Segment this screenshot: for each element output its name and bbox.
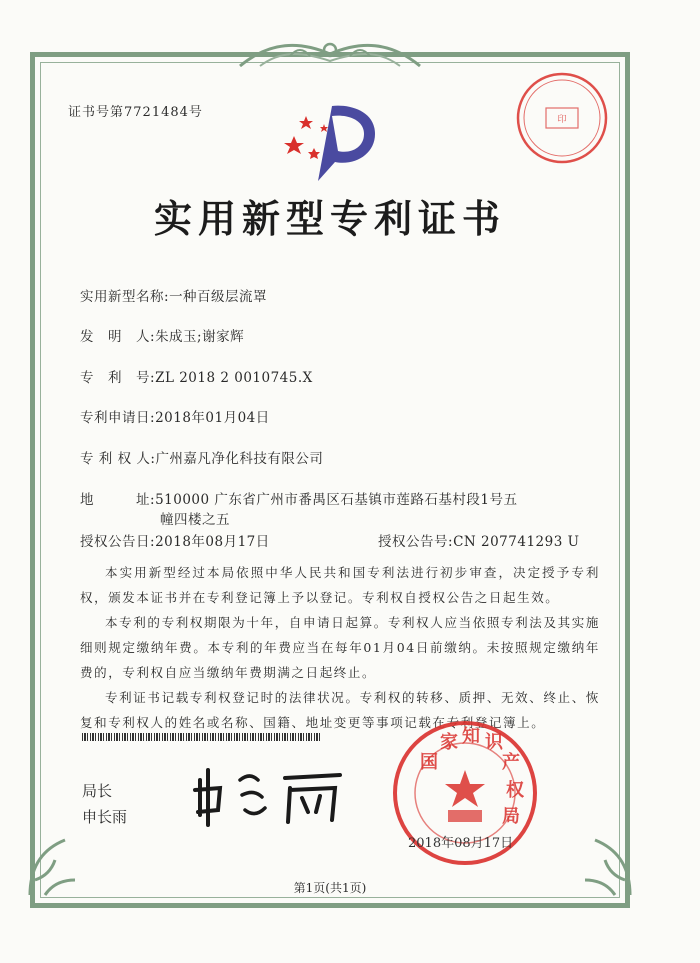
field-value: 2018年01月04日 [155, 410, 270, 426]
field-utility-model-name [80, 285, 267, 305]
svg-text:权: 权 [506, 780, 524, 801]
top-ornament-icon [230, 36, 430, 76]
field-label: 专 利 号: [80, 370, 156, 386]
field-grant-number [378, 530, 579, 550]
field-address [80, 488, 517, 508]
field-grant-date [80, 530, 270, 550]
field-value: 510000 广东省广州市番禺区石基镇市莲路石基村段1号五 [155, 492, 518, 508]
certificate-title: 实用新型专利证书 [153, 196, 506, 241]
signatory-name: 申长雨 [82, 808, 128, 826]
paragraph-term-statement: 本专利的专利权期限为十年，自申请日起算。专利权人应当依照专利法及其实施细则规定缴纳年费。本专利的年费应当在每年01月04日前缴纳。未按照规定缴纳年费的，专利权自应当缴纳年费期满之日起终止。 [80, 615, 600, 680]
agency-seal-icon [514, 70, 610, 166]
patent-office-logo-icon [280, 96, 390, 186]
field-value: 2018年08月17日 [155, 534, 270, 550]
field-value: 朱成玉;谢家辉 [155, 329, 245, 345]
barcode [82, 733, 322, 741]
field-inventor [80, 325, 244, 345]
field-label: 地 址: [80, 492, 156, 508]
svg-text:家: 家 [440, 732, 458, 753]
svg-text:产: 产 [502, 752, 520, 773]
certificate-number: 证书号第7721484号 [68, 105, 203, 120]
field-value: 一种百级层流罩 [169, 289, 268, 305]
svg-text:印: 印 [557, 115, 567, 125]
field-label: 授权公告日: [80, 534, 156, 550]
field-patent-number [80, 366, 313, 386]
paragraph-register-statement: 专利证书记载专利权登记时的法律状况。专利权的转移、质押、无效、终止、恢复和专利权人的姓名或名称、国籍、地址变更等事项记载在专利登记簿上。 [80, 690, 600, 730]
handwritten-signature-icon [190, 760, 350, 830]
svg-text:国: 国 [420, 752, 438, 773]
field-value: ZL 2018 2 0010745.X [155, 370, 313, 386]
svg-text:局: 局 [502, 806, 520, 827]
page-footer: 第1页(共1页) [293, 881, 367, 895]
field-patentee [80, 447, 323, 467]
svg-text:知: 知 [462, 726, 480, 747]
field-label: 发 明 人: [80, 329, 156, 345]
field-label: 专利申请日: [80, 410, 156, 426]
signatory-title: 局长 [82, 782, 113, 800]
field-filing-date [80, 406, 270, 426]
field-label: 授权公告号: [378, 534, 454, 550]
field-value: CN 207741293 U [453, 534, 580, 550]
field-label: 专 利 权 人: [80, 451, 156, 467]
svg-text:识: 识 [485, 732, 503, 753]
field-label: 实用新型名称: [80, 289, 170, 305]
field-address-line2: 幢四楼之五 [160, 512, 230, 528]
seal-date: 2018年08月17日 [408, 836, 514, 851]
field-value: 广州嘉凡净化科技有限公司 [155, 451, 324, 467]
paragraph-grant-statement: 本实用新型经过本局依照中华人民共和国专利法进行初步审查，决定授予专利权，颁发本证书并在专利登记簿上予以登记。专利权自授权公告之日起生效。 [80, 565, 600, 605]
